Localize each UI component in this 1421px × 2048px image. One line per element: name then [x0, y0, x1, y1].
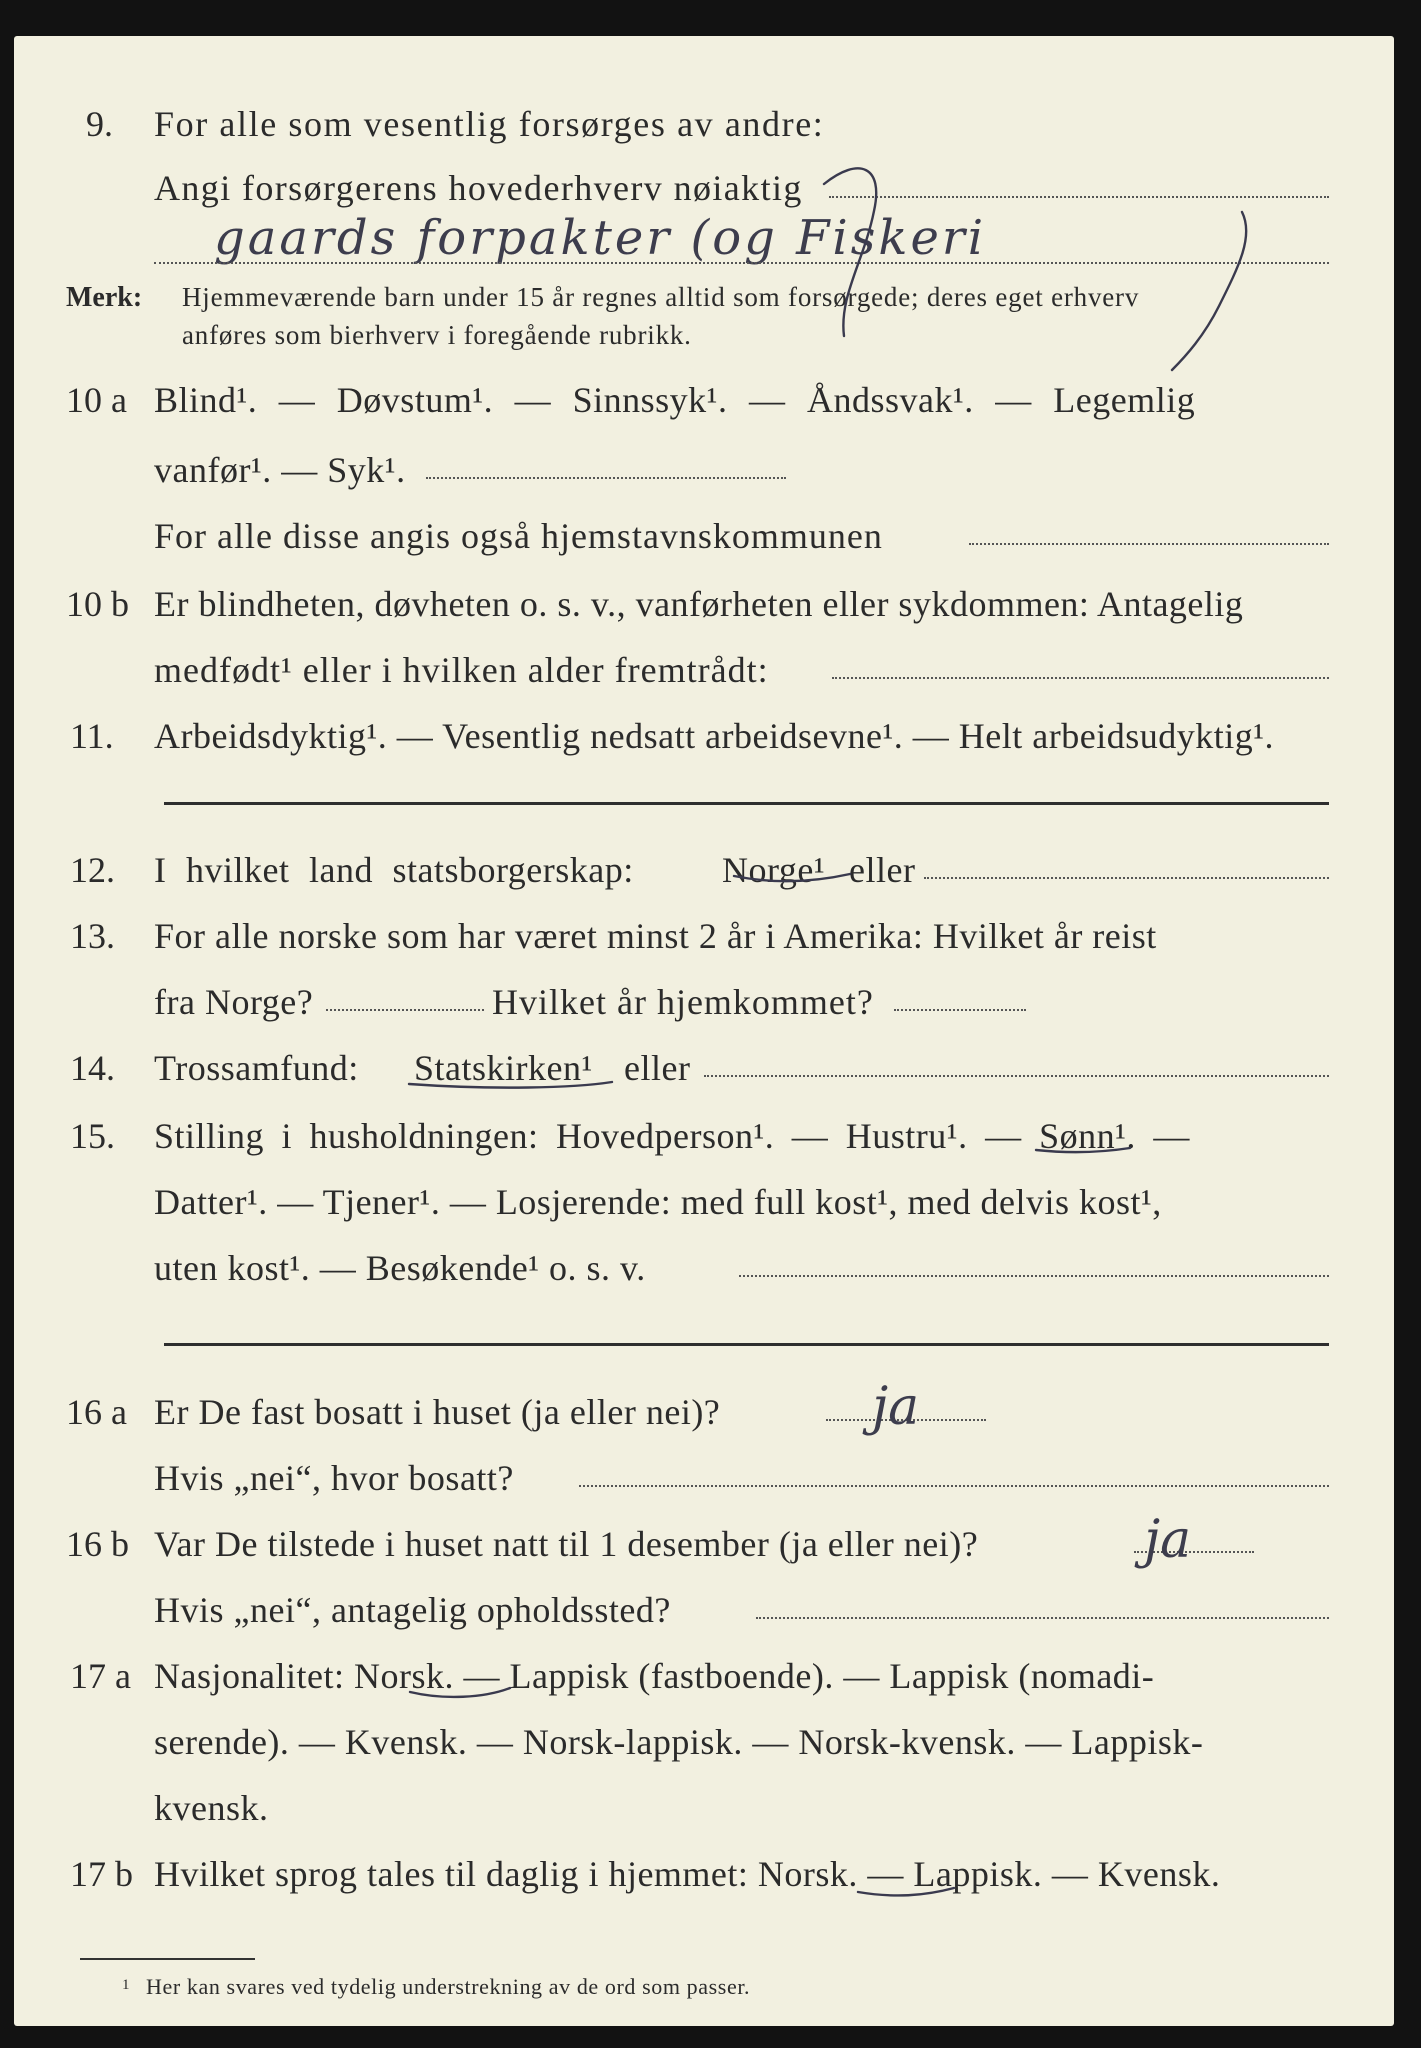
q9-number: 9. — [86, 104, 113, 144]
q16a-line2: Hvis „nei“, hvor bosatt? — [154, 1458, 514, 1498]
q16b-number: 16 b — [66, 1524, 129, 1564]
q10a-line2: vanfør¹. — Syk¹. — [154, 450, 406, 490]
q14-number: 14. — [70, 1048, 115, 1088]
q10a-number: 10 a — [66, 380, 127, 420]
q16a-handwritten-answer: ja — [872, 1377, 920, 1437]
q13-line1: For alle norske som har været minst 2 år i Amerika: Hvilket år reist — [154, 916, 1157, 956]
q15-line2: Datter¹. — Tjener¹. — Losjerende: med full kost¹, med delvis kost¹, — [154, 1182, 1162, 1222]
q15-number: 15. — [70, 1116, 115, 1156]
q16b-line1: Var De tilstede i huset natt til 1 desember (ja eller nei)? — [154, 1524, 979, 1564]
q9-handwritten-answer: gaards forpakter (og Fiskeri — [214, 210, 987, 266]
q15-sonn-underline — [1036, 1148, 1130, 1152]
q14-option-state-church: Statskirken¹ — [414, 1048, 593, 1088]
q10b-line2: medfødt¹ eller i hvilken alder fremtrådt: — [154, 650, 769, 690]
pen-marks — [14, 36, 1394, 2026]
q14-suffix: eller — [624, 1048, 691, 1088]
q9-bracket-right-stroke — [1172, 212, 1246, 370]
q17a-line2: serende). — Kvensk. — Norsk-lappisk. — Norsk-kvensk. — Lappisk- — [154, 1722, 1204, 1762]
census-form-page — [14, 36, 1394, 2026]
q13-number: 13. — [70, 916, 115, 956]
q16a-line1: Er De fast bosatt i huset (ja eller nei)? — [154, 1392, 721, 1432]
q9-line2: Angi forsørgerens hovederhverv nøiaktig — [154, 168, 803, 208]
q10a-line3: For alle disse angis også hjemstavnskommunen — [154, 516, 883, 556]
q15-line1: Stilling i husholdningen: Hovedperson¹. — Hustru¹. — Sønn¹. — — [154, 1116, 1190, 1156]
q14-statskirken-underline — [409, 1082, 612, 1088]
q12-prefix: I hvilket land statsborgerskap: — [154, 850, 634, 890]
q10b-number: 10 b — [66, 584, 129, 624]
q17a-norsk-underline — [410, 1688, 510, 1697]
q16b-line2: Hvis „nei“, antagelig opholdssted? — [154, 1590, 671, 1630]
q17a-line1: Nasjonalitet: Norsk. — Lappisk (fastboende). — Lappisk (nomadi- — [154, 1656, 1155, 1696]
q12-number: 12. — [70, 850, 115, 890]
q14-prefix: Trossamfund: — [154, 1048, 359, 1088]
q17b-norsk-underline — [858, 1888, 954, 1895]
q9-bracket-left-stroke — [824, 168, 876, 336]
footnote-mark: 1 — [122, 1977, 131, 1993]
q17b-line1: Hvilket sprog tales til daglig i hjemmet: Norsk. — Lappisk. — Kvensk. — [154, 1854, 1221, 1894]
q17a-line3: kvensk. — [154, 1788, 269, 1828]
q10b-line1: Er blindheten, døvheten o. s. v., vanførheten eller sykdommen: Antagelig — [154, 584, 1244, 624]
merk-label: Merk: — [66, 282, 143, 313]
q16a-number: 16 a — [66, 1392, 127, 1432]
q17a-number: 17 a — [70, 1656, 131, 1696]
q10a-line1: Blind¹. — Døvstum¹. — Sinnssyk¹. — Åndssvak¹. — Legemlig — [154, 380, 1196, 420]
footnote-text: Her kan svares ved tydelig understrekning av de ord som passer. — [146, 1974, 751, 1999]
q12-option-norway: Norge¹ — [722, 850, 826, 890]
q11-number: 11. — [70, 716, 114, 756]
merk-line2: anføres som bierhverv i foregående rubrikk. — [182, 320, 692, 350]
q13-line2b: Hvilket år hjemkommet? — [492, 982, 874, 1022]
q12-norge-underline — [734, 874, 850, 881]
q9-line1: For alle som vesentlig forsørges av andre: — [154, 104, 825, 144]
q13-line2a: fra Norge? — [154, 982, 314, 1022]
q12-suffix: eller — [849, 850, 916, 890]
q17b-number: 17 b — [70, 1854, 133, 1894]
merk-line1: Hjemmeværende barn under 15 år regnes alltid som forsørgede; deres eget erhverv — [182, 282, 1140, 312]
q15-line3: uten kost¹. — Besøkende¹ o. s. v. — [154, 1248, 646, 1288]
q11-line1: Arbeidsdyktig¹. — Vesentlig nedsatt arbeidsevne¹. — Helt arbeidsudyktig¹. — [154, 716, 1275, 756]
q16b-handwritten-answer: ja — [1144, 1510, 1192, 1570]
